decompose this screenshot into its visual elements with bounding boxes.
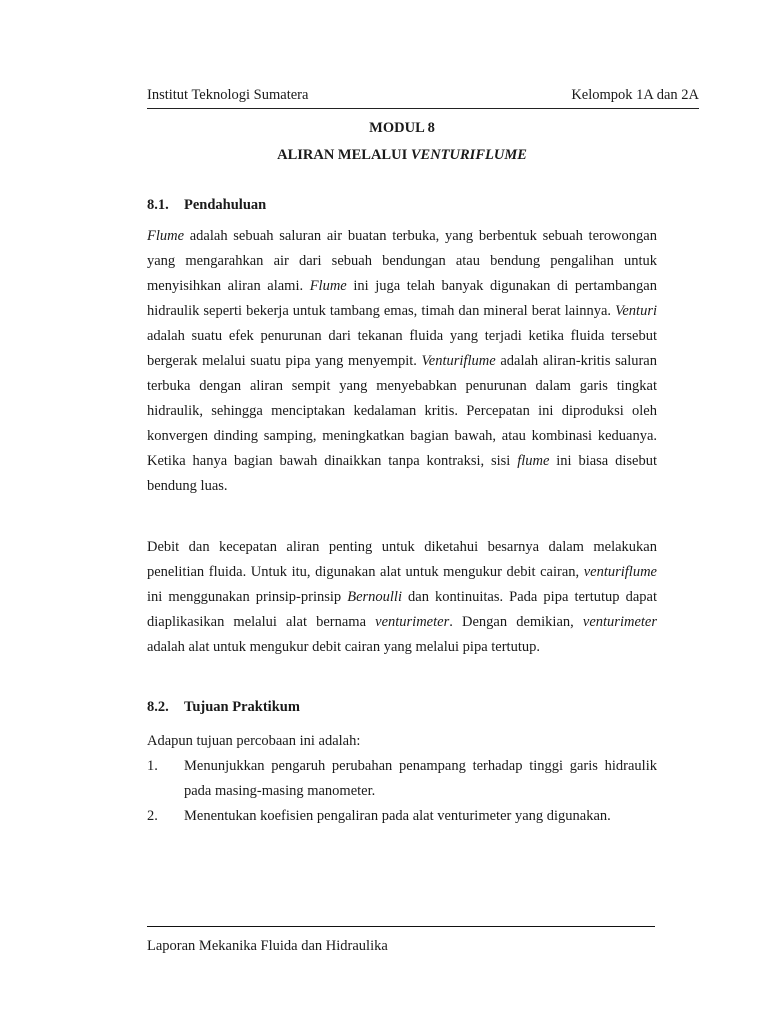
list-item <box>147 804 657 829</box>
text-run: adalah alat untuk mengukur debit cairan yang melalui pipa tertutup. <box>147 639 540 655</box>
list-item-number: 1. <box>147 758 158 774</box>
list-item-number: 2. <box>147 808 158 824</box>
italic-term: Venturiflume <box>421 353 496 369</box>
italic-term: flume <box>517 453 550 469</box>
paragraph-flume-intro <box>147 224 657 499</box>
italic-term: Flume <box>309 278 347 294</box>
text-run: Debit dan kecepatan aliran penting untuk diketahui besarnya dalam melakukan penelitian fluida. Untuk itu, digunakan alat untuk mengukur debit cairan, <box>147 539 657 580</box>
list-item <box>147 754 657 804</box>
text-run: ini menggunakan prinsip-prinsip <box>147 589 348 605</box>
module-subtitle-italic: VENTURIFLUME <box>410 147 527 163</box>
italic-term: venturiflume <box>583 564 657 580</box>
header-institution: Institut Teknologi Sumatera <box>147 87 309 103</box>
text-run: adalah sebuah saluran air buatan terbuka, yang berbentuk sebuah terowongan yang mengarahkan air dari sebuah bendungan atau bendung pengalihan untuk menyisihkan aliran alami. <box>147 228 657 294</box>
module-subtitle-plain: ALIRAN MELALUI <box>277 147 411 163</box>
module-title: MODUL 8 <box>369 120 435 136</box>
section-title: Pendahuluan <box>184 197 267 213</box>
text-run: dan kontinuitas. Pada pipa tertutup dapat diaplikasikan melalui alat bernama <box>147 589 658 630</box>
text-run: adalah suatu efek penurunan dari tekanan fluida yang terjadi ketika fluida tersebut bergerak melalui suatu pipa yang menyempit. <box>147 328 657 369</box>
text-run: ini biasa disebut bendung luas. <box>147 453 657 494</box>
italic-term: venturimeter <box>375 614 450 630</box>
page-footer: Laporan Mekanika Fluida dan Hidraulika <box>147 938 388 954</box>
section-number: 8.1. <box>147 197 169 213</box>
text-run: ini juga telah banyak digunakan di pertambangan hidraulik seperti bekerja untuk tambang emas, timah dan mineral berat lainnya. <box>147 278 657 319</box>
list-item-text <box>184 754 657 804</box>
page-header <box>147 86 699 109</box>
text-run: yang digunakan. <box>511 808 611 824</box>
text-run: Menunjukkan pengaruh perubahan penampang terhadap tinggi garis hidraulik pada masing-masing manometer. <box>184 758 657 799</box>
section-title: Tujuan Praktikum <box>184 699 300 715</box>
italic-term: Venturi <box>615 303 657 319</box>
italic-term: venturimeter <box>437 808 512 824</box>
paragraph-debit <box>147 535 657 660</box>
section-heading-tujuan <box>147 697 300 717</box>
text-run: . Dengan demikian, <box>449 614 583 630</box>
list-item-text <box>184 804 657 829</box>
text-run: adalah aliran-kritis saluran terbuka dengan aliran sempit yang menyebabkan penurunan dalam garis tingkat hidraulik, sehingga menciptakan kedalaman kritis. Percepatan ini diproduksi oleh konvergen dinding samping, meningkatkan bagian bawah, atau kombinasi keduanya. Ketika hanya bagian bawah dinaikkan tanpa kontraksi, sisi <box>147 353 657 469</box>
title-block <box>147 118 657 165</box>
header-group: Kelompok 1A dan 2A <box>571 87 699 103</box>
italic-term: venturimeter <box>582 614 657 630</box>
section-number: 8.2. <box>147 699 169 715</box>
paragraph-tujuan-intro: Adapun tujuan percobaan ini adalah: <box>147 733 361 749</box>
module-subtitle <box>147 145 657 165</box>
italic-term: Flume <box>147 228 185 244</box>
objectives-list <box>147 754 657 829</box>
italic-term: Bernoulli <box>347 589 402 605</box>
footer-divider <box>147 926 655 927</box>
section-heading-pendahuluan <box>147 195 266 215</box>
text-run: Menentukan koefisien pengaliran pada alat <box>184 808 438 824</box>
